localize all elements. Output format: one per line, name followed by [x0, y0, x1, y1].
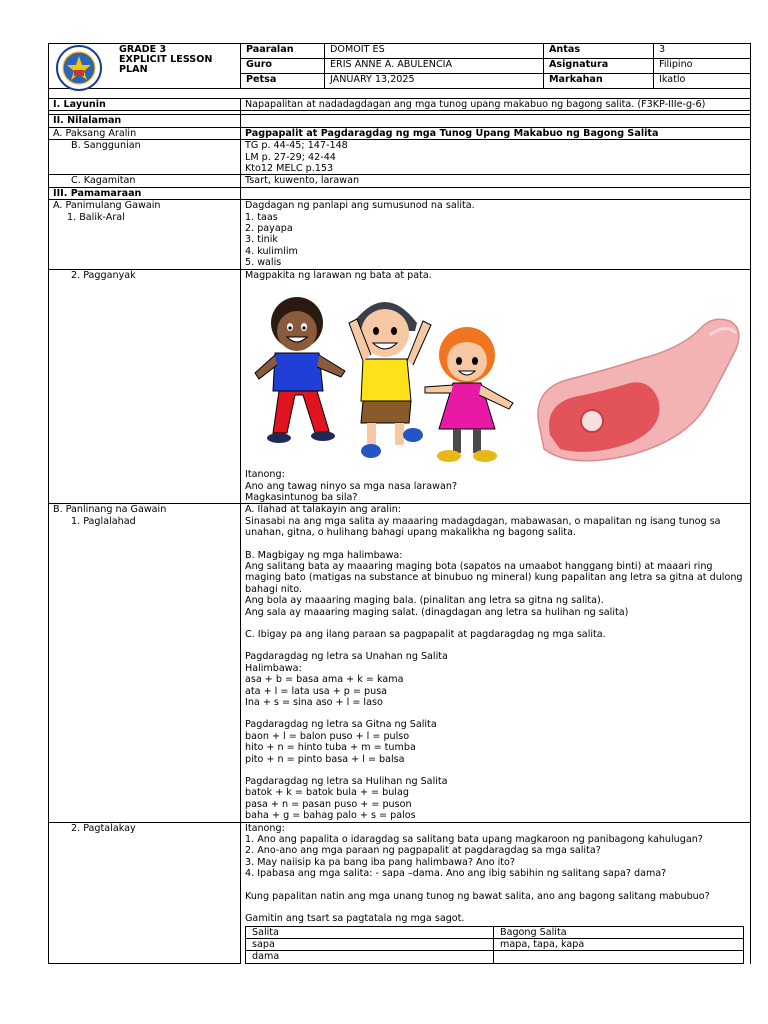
- petsa-label: Petsa: [241, 74, 325, 89]
- balik-aral-content: Dagdagan ng panlapi ang sumusunod na salita. 1. taas 2. payapa 3. tinik 4. kulimlim 5. walis: [241, 200, 751, 269]
- tsart-header-salita: Salita: [246, 926, 494, 938]
- paaralan-value: DOMOIT ES: [325, 44, 544, 59]
- layunin-label: I. Layunin: [49, 99, 241, 111]
- table-row: sapa mapa, tapa, kapa: [246, 938, 744, 950]
- layunin-text: Napapalitan at nadadagdagan ang mga tunog upang makabuo ng bagong salita. (F3KP-IIIe-g-6): [241, 99, 751, 111]
- kagamitan-text: Tsart, kuwento, larawan: [241, 175, 751, 187]
- panlinang-label: B. Panlinang na Gawain: [53, 504, 167, 516]
- sanggunian-label: B. Sanggunian: [49, 140, 241, 175]
- tsart-header-bagong: Bagong Salita: [494, 926, 744, 938]
- paaralan-label: Paaralan: [241, 44, 325, 59]
- guro-label: Guro: [241, 59, 325, 74]
- pagtalakay-content: Itanong: 1. Ano ang papalita o idaragdag sa salitang bata upang magkaroon ng panibagong kahulugan? 2. Ano-ano ang mga paraan ng pagpapalit at pagdaragdag sa mga salita? 3. May naiisip ka pa bang iba pang halimbawa? Ano ito? 4. Ipabasa ang mga salita: - sapa –dama. Ano ang ibig sabihin ng salitang sapa? dama? Kung papalitan natin ang mga unang tunog ng bawat salita, ano ang bagong salitang mabubuo? Gamitin ang tsart sa pagtatala ng mga sagot. Salita Bagong Salita sapa mapa, tapa, kapa dama: [241, 822, 751, 964]
- nilalaman-label: II. Nilalaman: [49, 115, 241, 127]
- sagot-tsart: [245, 926, 744, 964]
- table-row: dama: [246, 951, 744, 963]
- asignatura-label: Asignatura: [544, 59, 654, 74]
- pagtalakay-label: 2. Pagtalakay: [49, 822, 241, 964]
- guro-value: ERIS ANNE A. ABULENCIA: [325, 59, 544, 74]
- panimulang-label: A. Panimulang Gawain: [53, 200, 161, 212]
- title-explicit: EXPLICIT LESSON: [119, 54, 213, 65]
- markahan-value: Ikatlo: [654, 74, 751, 89]
- pork-leg-illustration: [530, 309, 750, 469]
- paksa-label: A. Paksang Aralin: [49, 127, 241, 139]
- pagganyak-pictures: [245, 281, 746, 469]
- pagganyak-content: Magpakita ng larawan ng bata at pata. Itanong: Ano ang tawag ninyo sa mga nasa larawan? Magkasintunog ba sila?: [241, 269, 751, 504]
- title-plan: PLAN: [119, 64, 148, 75]
- panimulang-cell: [49, 200, 241, 269]
- boy-yellow-shirt-icon: [349, 302, 431, 458]
- header-table: [48, 43, 751, 89]
- pagganyak-label: 2. Pagganyak: [49, 269, 241, 504]
- girl-pink-dress-icon: [425, 327, 513, 462]
- paksa-text: Pagpapalit at Pagdaragdag ng mga Tunog Upang Makabuo ng Bagong Salita: [241, 127, 751, 139]
- title-grade: GRADE 3: [119, 44, 167, 55]
- kagamitan-label: C. Kagamitan: [49, 175, 241, 187]
- header-title-cell: [49, 44, 241, 89]
- deped-seal-icon: [52, 45, 106, 91]
- sanggunian-list: TG p. 44-45; 147-148 LM p. 27-29; 42-44 Kto12 MELC p.153: [241, 140, 751, 175]
- body-table: [48, 88, 751, 964]
- children-illustration: [245, 283, 525, 468]
- asignatura-value: Filipino: [654, 59, 751, 74]
- antas-label: Antas: [544, 44, 654, 59]
- paglalahad-label: 1. Paglalahad: [71, 515, 136, 527]
- paglalahad-content: A. Ilahad at talakayin ang aralin: Sinasabi na ang mga salita ay maaaring madagdagan, mabawasan, o mapalitan ng isang tunog sa unahan, gitna, o hulihang bahagi upang makalikha ng bagong salita. B. Magbigay ng mga halimbawa: Ang salitang bata ay maaaring maging bota (sapatos na umaabot hanggang binti) at maaari ring maging bato (matigas na substance at binubuo ng mineral) kung papalitan ang letra sa gitna at dulong bahagi nito. Ang bola ay maaaring maging bala. (pinalitan ang letra sa gitna ng salita). Ang sala ay maaaring maging salat. (dinagdagan ang letra sa hulihan ng salita) C. Ibigay pa ang ilang paraan sa pagpapalit at pagdaragdag ng mga salita. Pagdaragdag ng letra sa Unahan ng Salita Halimbawa: asa + b = basa ama + k = kama ata + l = lata usa + p = pusa Ina + s = sina aso + l = laso Pagdaragdag ng letra sa Gitna ng Salita baon + l = balon puso + l = pulso hito + n = hinto tuba + m = tumba pito + n = pinto basa + l = balsa Pagdaragdag ng letra sa Hulihan ng Salita batok + k = batok bula + = bulag pasa + n = pasan puso + = puson baha + g = bahag palo + s = palos: [241, 504, 751, 822]
- markahan-label: Markahan: [544, 74, 654, 89]
- boy-blue-shirt-icon: [255, 297, 345, 443]
- petsa-value: JANUARY 13,2025: [325, 74, 544, 89]
- antas-value: 3: [654, 44, 751, 59]
- lesson-plan: [48, 43, 750, 964]
- panlinang-cell: [49, 504, 241, 822]
- pagganyak-intro: Magpakita ng larawan ng bata at pata.: [245, 269, 432, 281]
- balik-aral-label: 1. Balik-Aral: [67, 211, 125, 223]
- pamamaraan-label: III. Pamamaraan: [49, 187, 241, 199]
